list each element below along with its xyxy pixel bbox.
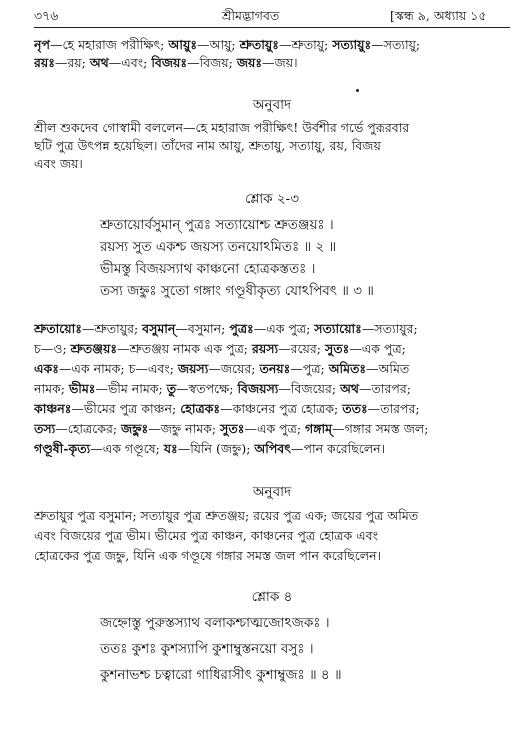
synonym-gloss: —তারপর; [359, 381, 411, 396]
synonym-gloss: —এক গণ্ডূষে; [90, 441, 164, 456]
synonym-term: জয়স্য [177, 361, 209, 376]
verse-line: রয়স্য সুত একশ্চ জয়স্য তনয়োঽমিতঃ ॥ ২ ॥ [100, 239, 337, 255]
synonym-term: রয়স্য [252, 341, 279, 356]
translation-heading: অনুবাদ [252, 97, 292, 113]
synonym-gloss: —জহ্নু নামক; [148, 421, 221, 436]
synonym-term: তু [166, 381, 177, 396]
header-rule [34, 27, 510, 28]
translation-line: এবং বিজয়ের পুত্র ভীম। ভীমের পুত্র কাঞ্চন, কাঞ্চনের পুত্র হোত্রক এবং [34, 528, 379, 543]
synonym-gloss: চ—ও; [34, 341, 71, 356]
synonym-term: জয়ঃ [236, 55, 263, 70]
synonym-term: অথ [89, 55, 109, 70]
synonym-term: গণ্ডূষী-কৃত্য [34, 441, 91, 456]
synonym-gloss: —জয়ের; [208, 361, 260, 376]
synonyms-line [34, 320, 510, 337]
synonym-term: ভীমঃ [68, 381, 96, 396]
synonym-term: পুত্রঃ [229, 321, 254, 336]
translation-line: ছটি পুত্র উৎপন্ন হয়েছিল। তাঁদের নাম আয়ু, শ্রুতায়ু, সত্যায়ু, রয়, বিজয় [34, 138, 381, 153]
synonym-gloss: —তারপর; [367, 401, 420, 416]
synonym-term: আয়ুঃ [168, 37, 197, 52]
synonyms-line [34, 54, 510, 71]
synonym-gloss: নামক; [34, 381, 69, 396]
synonym-gloss: —রয়ের; [278, 341, 325, 356]
verse-line: শ্রুতায়োর্বসুমান্ পুত্রঃ সত্যায়োশ্চ শ্রুতঞ্জয়ঃ । [100, 217, 334, 233]
running-title: শ্রীমদ্ভাগবত [222, 8, 280, 23]
page-number: ৩৭৬ [34, 8, 59, 23]
synonym-gloss: —ভীম নামক; [95, 381, 167, 396]
ink-dot [356, 89, 359, 92]
synonym-gloss: —পান করেছিলেন। [290, 441, 386, 456]
synonym-gloss: —বিজয়ের; [278, 381, 341, 396]
synonym-term: সত্যায়োঃ [314, 321, 362, 336]
synonym-gloss: —শ্রুতায়ু; [278, 37, 333, 52]
translation-line: এবং জয়। [34, 156, 83, 171]
synonym-gloss: —এক পুত্র; [244, 421, 306, 436]
verse-heading: শ্লোক ২-৩ [244, 191, 300, 207]
synonyms-line [34, 400, 510, 417]
synonym-gloss: —আয়ু; [196, 37, 240, 52]
chapter-reference: [স্কন্ধ ৯, অধ্যায় ১৫ [390, 8, 487, 23]
synonym-term: বিজয়স্য [237, 381, 279, 396]
verse-line: ভীমস্তু বিজয়স্যাথ কাঞ্চনো হোত্রকস্ততঃ । [100, 261, 316, 277]
translation-heading: অনুবাদ [252, 484, 292, 500]
synonym-gloss: —এক নামক; চ—এবং; [58, 361, 178, 376]
synonym-gloss: —পুত্র; [290, 361, 329, 376]
synonym-gloss: —হে মহারাজ পরীক্ষিৎ; [49, 37, 169, 52]
synonyms-line [34, 360, 510, 377]
synonyms-line [34, 380, 510, 397]
synonym-term: শ্রুতায়ুঃ [239, 37, 279, 52]
synonym-term: তস্য [34, 421, 56, 436]
synonyms-line [34, 340, 510, 357]
synonym-term: অপিবৎ [254, 441, 291, 456]
verse-line: জহ্নোস্তু পুরুস্তস্যাথ বলাকশ্চাত্মজোঽজকঃ । [100, 615, 330, 631]
synonym-term: রয়ঃ [34, 55, 55, 70]
synonym-gloss: —হোত্রকের; [55, 421, 122, 436]
synonym-gloss: —শ্রুতঞ্জয় নামক এক পুত্র; [117, 341, 252, 356]
synonym-gloss: —শ্রুতায়ুর; [81, 321, 143, 336]
synonym-gloss: —সত্যায়ু; [371, 37, 421, 52]
synonym-gloss: —সত্যায়ুর; [361, 321, 418, 336]
synonym-term: তনয়ঃ [259, 361, 291, 376]
synonyms-line [34, 440, 510, 457]
synonyms-line [34, 36, 510, 53]
synonym-term: নৃপ [34, 37, 50, 52]
synonym-term: শ্রুতায়োঃ [34, 321, 82, 336]
translation-line: শ্রীল শুকদেব গোস্বামী বললেন—হে মহারাজ পরীক্ষিৎ! উর্বশীর গর্ভে পুরূরবার [34, 120, 410, 135]
synonym-gloss: —গঙ্গার সমস্ত জল; [332, 421, 429, 436]
synonym-term: যঃ [163, 441, 178, 456]
synonym-gloss: —বিজয়; [187, 55, 237, 70]
synonym-gloss: —এক পুত্র; [349, 341, 406, 356]
synonym-term: হোত্রকঃ [180, 401, 221, 416]
synonym-gloss: —এবং; [108, 55, 152, 70]
synonym-term: একঃ [34, 361, 59, 376]
translation-line: শ্রুতায়ুর পুত্র বসুমান; সত্যায়ুর পুত্র শ্রুতঞ্জয়; রয়ের পুত্র এক; জয়ের পুত্র অমিত [34, 508, 419, 523]
synonym-term: ততঃ [342, 401, 368, 416]
synonym-term: বিজয়ঃ [151, 55, 188, 70]
synonym-gloss: —এক পুত্র; [253, 321, 315, 336]
synonym-term: অথ [340, 381, 359, 396]
synonyms-line [34, 420, 510, 437]
synonym-term: সুতঃ [220, 421, 245, 436]
synonym-gloss: —কাঞ্চনের পুত্র হোত্রক; [220, 401, 343, 416]
verse-heading: শ্লোক ৪ [251, 589, 293, 605]
synonym-gloss: —জয়। [262, 55, 298, 70]
verse-line: তস্য জহ্নুঃ সুতো গঙ্গাং গণ্ডূষীকৃত্য যোঽপিবৎ ॥ ৩ ॥ [100, 283, 374, 299]
synonym-term: কাঞ্চনঃ [34, 401, 72, 416]
synonym-gloss: —রয়; [54, 55, 90, 70]
synonym-gloss: —যিনি (জহ্নু); [177, 441, 255, 456]
synonym-term: গঙ্গাম্ [305, 421, 333, 436]
verse-line: ততঃ কুশঃ কুশস্যাপি কুশাম্বুস্তনয়ো বসুঃ । [100, 641, 314, 657]
synonym-gloss: —স্বতপক্ষে; [176, 381, 238, 396]
synonym-term: জহ্নুঃ [121, 421, 149, 436]
synonym-gloss: —অমিত [366, 361, 410, 376]
synonym-term: সত্যায়ুঃ [332, 37, 372, 52]
translation-line: হোত্রকের পুত্র জহ্নু, যিনি এক গণ্ডূষে গঙ্গার সমস্ত জল পান করেছিলেন। [34, 548, 382, 563]
synonym-term: শ্রুতঞ্জয়ঃ [70, 341, 117, 356]
synonym-term: বসুমান্ [142, 321, 176, 336]
verse-line: কুশনাভশ্চ চত্বারো গাধিরাসীৎ কুশাম্বুজঃ ॥ ৪ ॥ [100, 667, 342, 683]
synonym-gloss: —ভীমের পুত্র কাঞ্চন; [71, 401, 181, 416]
synonym-gloss: —বসুমান; [175, 321, 230, 336]
synonym-term: সুতঃ [324, 341, 350, 356]
synonym-term: অমিতঃ [328, 361, 367, 376]
